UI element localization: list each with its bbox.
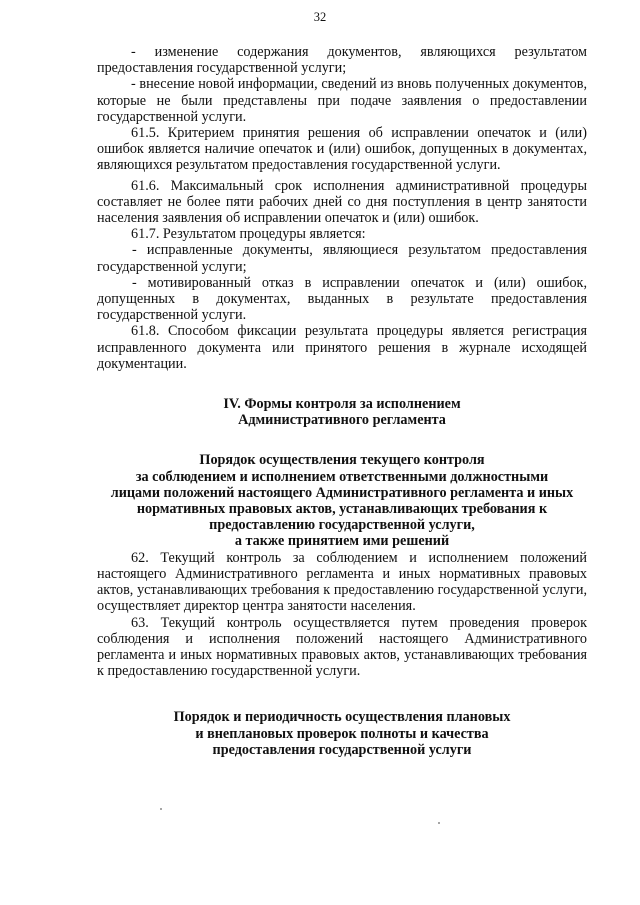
subheading-line: Порядок осуществления текущего контроля (199, 452, 485, 469)
subheading-line: и внеплановых проверок полноты и качества (195, 725, 489, 742)
page-number: 32 (313, 10, 327, 24)
paragraph-61-6: 61.6. Максимальный срок исполнения административной процедуры составляет не более пяти рабочих дней со дня поступления в центр занятости населения заявления об исправлении опечаток и (или) ошибок. (97, 177, 587, 227)
subheading-line: лицами положений настоящего Административного регламента и иных (110, 484, 574, 501)
paragraph-change-content: - изменение содержания документов, являющихся результатом предоставления государственной услуги; (97, 44, 587, 77)
paragraph-61-8: 61.8. Способом фиксации результата процедуры является регистрация исправленного документа или принятого решения в журнале исходящей документации. (97, 323, 587, 372)
paragraph-new-information: - внесение новой информации, сведений из вновь полученных документов, которые не были представлены при подаче заявления о предоставлении государственной услуги. (97, 76, 587, 125)
paragraph-corrected-documents: - исправленные документы, являющиеся результатом предоставления государственной услуги; (97, 242, 587, 275)
section-heading (97, 396, 587, 428)
subheading-inspections (97, 709, 587, 758)
section-heading-line: IV. Формы контроля за исполнением (223, 396, 461, 413)
paragraph-63: 63. Текущий контроль осуществляется путем проведения проверок соблюдения и исполнения положений настоящего Административного регламента и иных нормативных правовых актов, устанавливающих требования к предоставлению государственной услуги. (97, 614, 587, 680)
subheading-line: нормативных правовых актов, устанавливающих требования к (136, 501, 548, 518)
subheading-line: предоставлению государственной услуги, (209, 517, 475, 534)
subheading-line: а также принятием ими решений (234, 533, 450, 550)
scan-speck (438, 822, 440, 824)
paragraph-61-5: 61.5. Критерием принятия решения об исправлении опечаток и (или) ошибок является наличие опечаток и (или) ошибок, допущенных в документах, являющихся результатом предоставления государственной услуги. (97, 125, 587, 174)
section-heading-line: Административного регламента (238, 412, 446, 429)
subheading-line: предоставления государственной услуги (212, 741, 472, 758)
paragraph-62: 62. Текущий контроль за соблюдением и исполнением положений настоящего Административного регламента и иных нормативных правовых актов, устанавливающих требования к предоставлению государственной услуги, осуществляет директор центра занятости населения. (97, 549, 587, 615)
scan-speck (160, 808, 162, 810)
subheading-line: Порядок и периодичность осуществления плановых (173, 709, 511, 726)
paragraph-refusal: - мотивированный отказ в исправлении опечаток и (или) ошибок, допущенных в документах, выданных в результате предоставления государственной услуги. (97, 274, 587, 324)
subheading-line: за соблюдением и исполнением ответственными должностными (135, 468, 549, 485)
subheading-current-control (97, 452, 587, 549)
paragraph-61-7: 61.7. Результатом процедуры является: (131, 226, 366, 243)
document-body (97, 44, 587, 758)
